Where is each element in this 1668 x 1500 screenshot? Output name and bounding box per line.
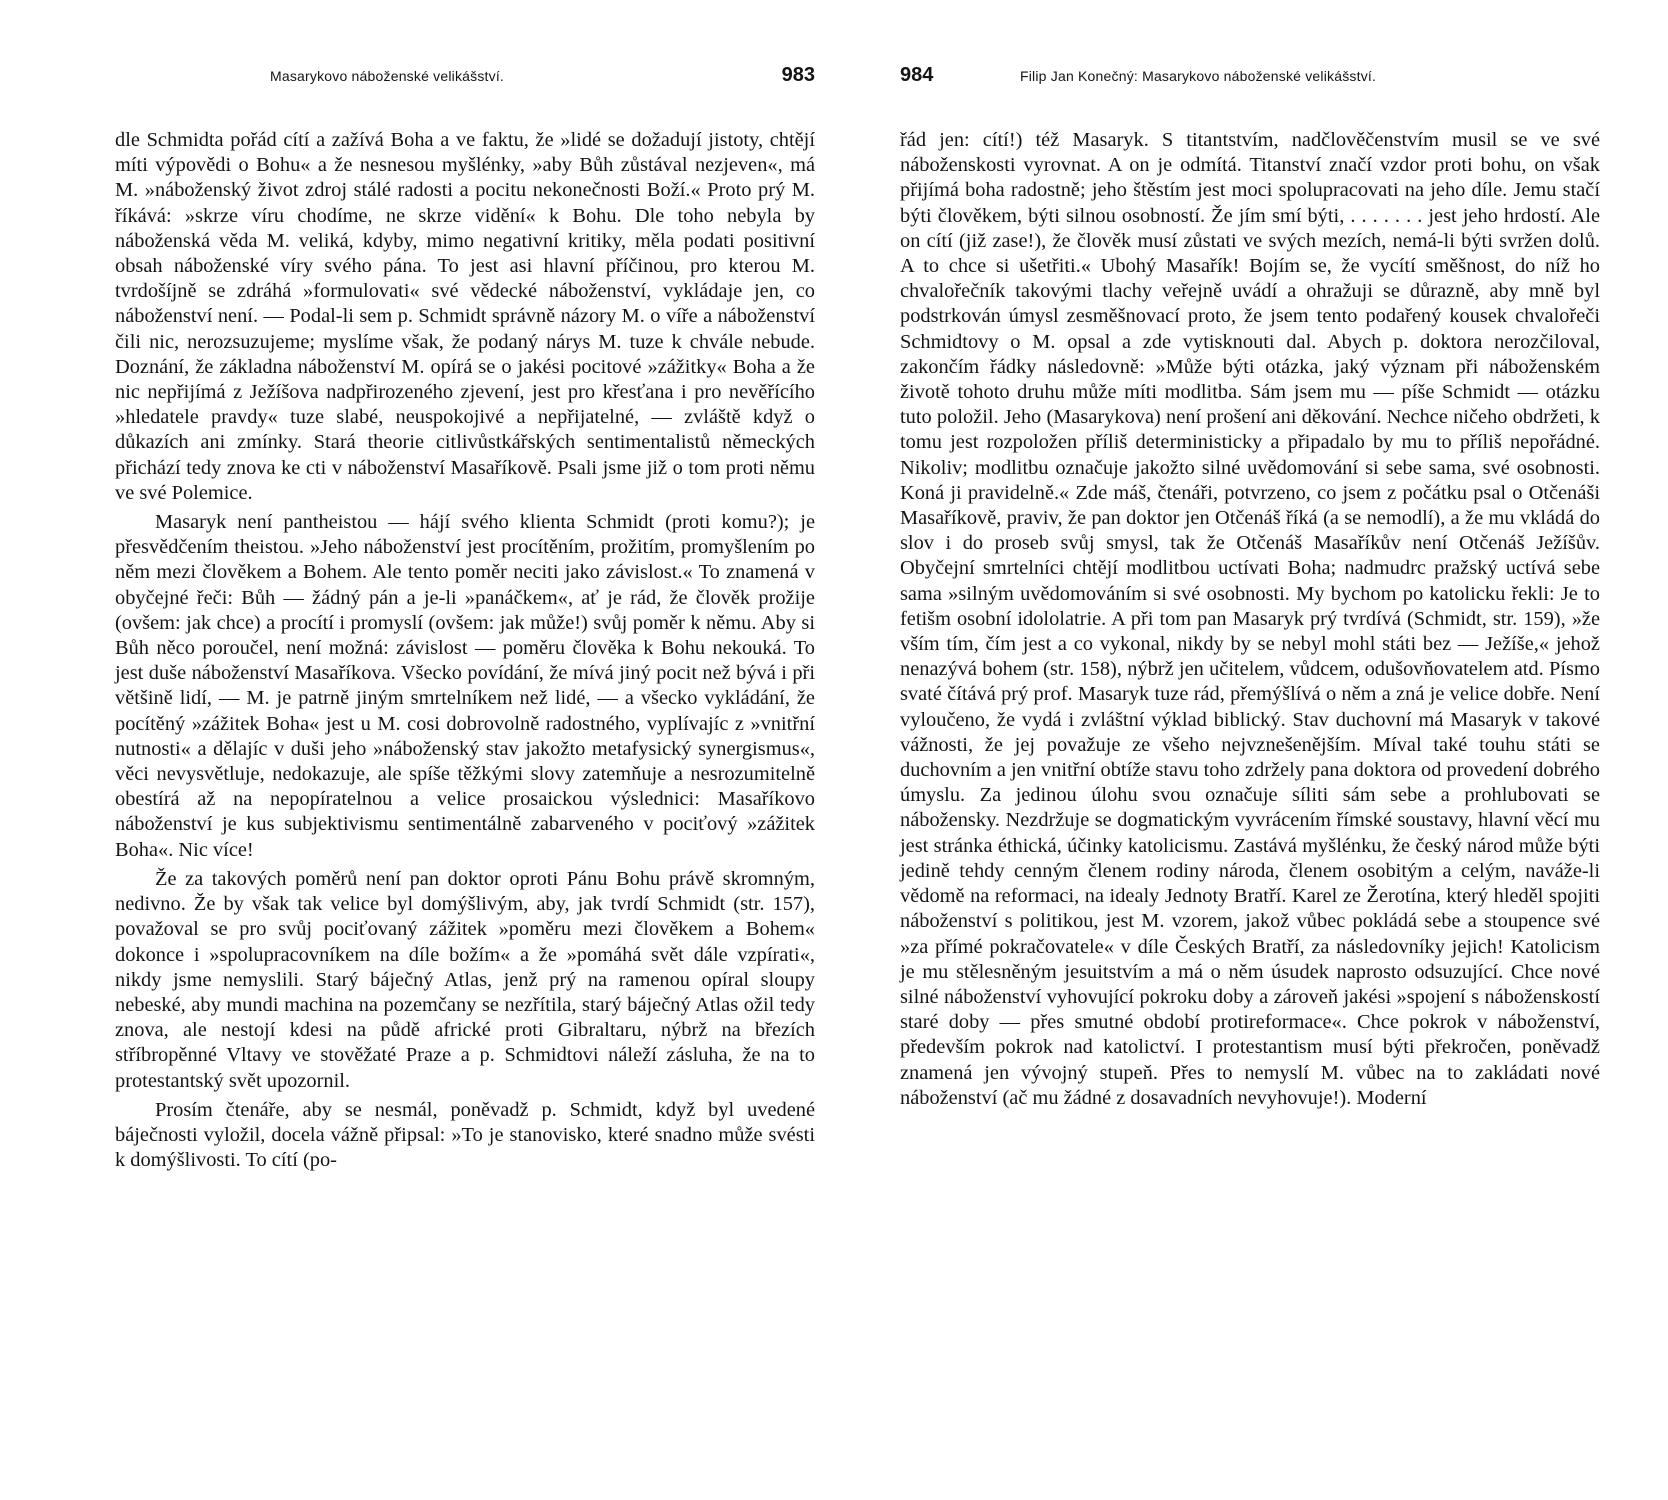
right-paragraph-1: řád jen: cítí!) též Masaryk. S titantstvím, nadčlověčenstvím musil se ve své náboženskosti vyrovnat. A on je odmítá. Titanství značí vzdor proti bohu, on však přijímá boha radostně; jeho štěstím jest moci spolupracovati na jeho díle. Jemu stačí býti člověkem, býti silnou osobností. Že jím smí býti, . . . . . . . jest jeho hrdostí. Ale on cítí (již zase!), že člověk musí zůstati ve svých mezích, nemá-li býti svržen dolů. A to chce si ušetřiti.« Ubohý Masařík! Bojím se, že vycítí směšnost, do níž ho chvalořečník takovými tlachy veřejně uvádí a ohražuji se důrazně, aby mně byl podstrkován úmysl zesměšnovací proto, že jsem tento podařený kousek chvalořeči Schmidtovy o M. opsal a zde vytisknouti dal. Abych p. doktora nerozčiloval, zakončím řádky následovně: »Může býti otázka, jaký význam při náboženském životě tohoto druhu může míti modlitba. Sám jsem mu — píše Schmidt — otázku tuto položil. Jeho (Masarykova) není prošení ani děkování. Nechce ničeho obdržeti, k tomu jest rozpoložen příliš deterministicky a připadalo by mu to příliš nepořádné. Nikoliv; modlitbu označuje jakožto silné uvědomování si sebe sama, své osobnosti. Koná ji pravidelně.« Zde máš, čtenáři, potvrzeno, co jsem z počátku psal o Otčenáši Masaříkově, praviv, že pan doktor jen Otčenáš říká (a se nemodlí), a že mu vkládá do slov i do proseb svůj smysl, tak že Otčenáš Masaříkův není Otčenáš Ježíšův. Obyčejní smrtelníci chtějí modlitbou uctívati Boha; nadmudrc pražský uctívá sebe sama »silným uvědomováním si své osobnosti. My bychom po katolicku řekli: Je to fetišm osobní idololatrie. A při tom pan Masaryk prý tvrdívá (Schmidt, str. 159), »že vším tím, čím jest a co vykonal, nikdy by se nebyl mohl státi bez — Ježíše,« jehož nenazývá bohem (str. 158), nýbrž jen učitelem, vůdcem, odušovňovatelem atd. Písmo svaté čítává prý prof. Masaryk tuze rád, přemýšlívá o něm a zná je velice dobře. Není vyloučeno, že vydá i zvláštní výklad biblický. Stav duchovní má Masaryk v takové vážnosti, že jej považuje ze všeho nejvznešenějším. Míval také touhu státi se duchovním a jen vnitřní obtíže stavu toho zdržely pana doktora od provedení dobrého úmyslu. Za jedinou úlohu svou označuje síliti sám sebe a prohlubovati se nábožensky. Nezdržuje se dogmatickým vyvrácením římské soustavy, hlavní věcí mu jest stránka éthická, účinky katolicismu. Zastává myšlénku, že český národ může býti jedině tehdy cenným členem rodiny národa, členem osobitým a celým, naváže-li vědomě na reformaci, na idealy Jednoty Bratří. Karel ze Žerotína, který hleděl spojiti náboženství s politikou, jest M. vzorem, jakož vůbec pokládá sebe a stoupence své »za přímé pokračovatele« v díle Českých Bratří, za následovníky jejich! Katolicism je mu stělesněným jesuitstvím a má o něm úsudek naprosto odsuzující. Chce nové silné náboženství vyhovující pokroku doby a zároveň jakési »spojení s náboženskostí staré doby — přes smutné období protireformace«. Chce pokrok v náboženství, především pokrok nad katolictví. I protestantism musí býti překročen, poněvadž znamená jen vývojný stupeň. Přes to nemyslí M. vůbec na to zakládati nové náboženství (ač mu žádné z dosavadních nevyhovuje!). Moderní xyxy=(900,129,1600,1109)
right-page xyxy=(900,60,1600,1111)
right-page-number: 984 xyxy=(900,64,934,86)
left-page-number: 983 xyxy=(781,64,815,86)
left-paragraph-1: dle Schmidta pořád cítí a zažívá Boha a ve faktu, že »lidé se dožadují jistoty, chtějí míti výpovědi o Bohu« a že nesnesou myšlénky, »aby Bůh zůstával nezjeven«, má M. »náboženský život zdroj stálé radosti a pocitu nekonečnosti Boží.« Proto prý M. říkává: »skrze víru chodíme, ne skrze vidění« k Bohu. Dle toho nebyla by náboženská věda M. veliká, kdyby, mimo negativní kritiky, měla podati positivní obsah náboženské víry svého pána. To jest asi hlavní příčinou, pro kterou M. tvrdošíjně se zdráhá »formulovati« své vědecké náboženství, vykládaje jen, co náboženství není. — Podal-li sem p. Schmidt správně názory M. o víře a náboženství čili nic, nerozsuzujeme; myslíme však, že podaný nárys M. tuze k chvále nebude. Doznání, že základna náboženství M. opírá se o jakési pocitové »zážitky« Boha a že nic nepřijímá z Ježíšova nadpřirozeného zjevení, jest pro křesťana i pro nevěřícího »hledatele pravdy« tuze slabé, neuspokojivé a nepřijatelné, — zvláště když o důkazích ani zmínky. Stará theorie citlivůstkářských sentimentalistů německých přichází tedy znova ke cti v náboženství Masaříkově. Psali jsme již o tom proti němu ve své Polemice. xyxy=(115,129,815,504)
right-page-body xyxy=(900,128,1600,1111)
left-paragraph-4: Prosím čtenáře, aby se nesmál, poněvadž p. Schmidt, když byl uvedené báječnosti vyložil, docela vážně připsal: »To je stanovisko, které snadno může svésti k domýšlivosti. To cítí (po- xyxy=(115,1098,815,1172)
left-paragraph-3: Že za takových poměrů není pan doktor oproti Pánu Bohu právě skromným, nedivno. Že by však tak velice byl domýšlivým, aby, jak tvrdí Schmidt (str. 157), považoval se pro svůj pociťovaný zážitek »poměru mezi člověkem a Bohem« dokonce i »spolupracovníkem na díle božím« a že »pomáhá svět dále vzpírati«, nikdy jsme nemyslili. Starý báječný Atlas, jenž prý na ramenou opíral sloupy nebeské, aby mundi machina na pozemčany se nezřítila, starý báječný Atlas ožil tedy znova, ale nestojí kdesi na půdě africké proti Gibraltaru, nýbrž na březích stříbropěnné Vltavy ve stověžaté Praze a p. Schmidtovi náleží zásluha, že na to protestantský svět upozornil. xyxy=(115,867,815,1092)
left-paragraph-2: Masaryk není pantheistou — hájí svého klienta Schmidt (proti komu?); je přesvědčením theistou. »Jeho náboženství jest procítěním, prožitím, promyšlením po něm mezi člověkem a Bohem. Ale tento poměr neciti jako závislost.« To znamená v obyčejné řeči: Bůh — žádný pán a je-li »panáčkem«, ať je rád, že člověk prožije (ovšem: jak chce) a procítí i promyslí (ovšem: jak může!) svůj poměr k němu. Aby si Bůh něco poroučel, není možná: závislost — poměru člověka k Bohu nekouká. To jest duše náboženství Masaříkova. Všecko povídání, že mívá jiný pocit než bývá i při většině lidí, — M. je patrně jiným smrtelníkem než lidé, — a všecko vykládání, že pocítěný »zážitek Boha« jest u M. cosi dobrovolně radostného, vyplívajíc z »vnitřní nutnosti« a dělajíc v duši jeho »náboženský stav jakožto metafysický synergismus«, věci nevysvětluje, nedokazuje, ale spíše těžkými slovy zatemňuje a nesrozumitelně obestírá až na nepopíratelnou a velice prosaickou výslednici: Masaříkovo náboženství je kus subjektivismu sentimentálně zabarveného v pociťový »zážitek Boha«. Nic více! xyxy=(115,511,815,861)
left-running-head-title: Masarykovo náboženské velikášství. xyxy=(270,68,505,84)
left-page-body xyxy=(115,128,815,1173)
left-running-head xyxy=(115,60,815,90)
right-running-head xyxy=(900,60,1600,90)
right-running-head-title: Filip Jan Konečný: Masarykovo náboženské velikášství. xyxy=(1020,68,1377,84)
left-page xyxy=(115,60,815,1173)
